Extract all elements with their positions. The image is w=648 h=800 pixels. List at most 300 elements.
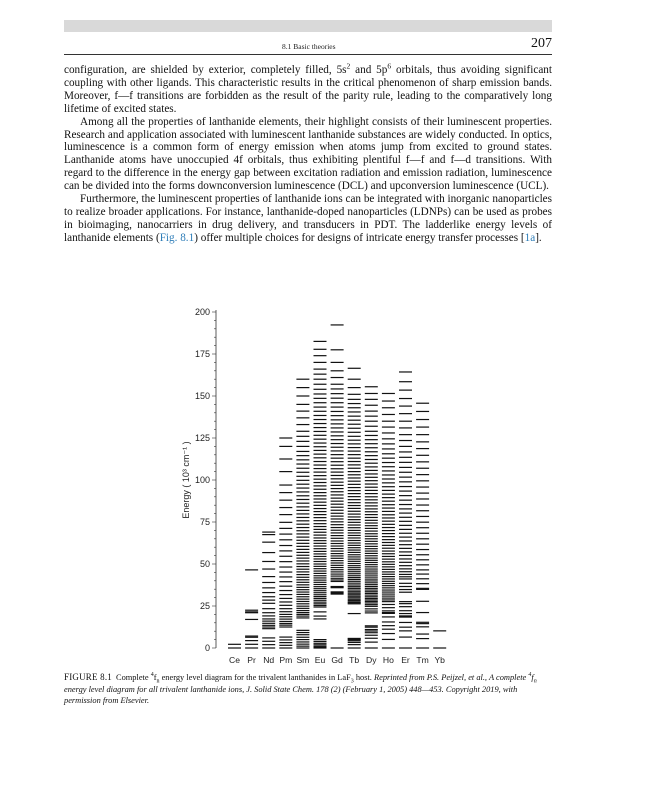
energy-level-eu — [314, 643, 327, 644]
energy-level-pm — [279, 598, 292, 599]
energy-level-ho — [382, 625, 395, 626]
energy-level-eu — [314, 526, 327, 527]
energy-level-sm — [296, 487, 309, 488]
energy-level-eu — [314, 457, 327, 458]
energy-level-sm — [296, 632, 309, 633]
energy-level-er — [399, 486, 412, 487]
energy-level-gd — [331, 454, 344, 455]
energy-level-eu — [314, 415, 327, 416]
energy-level-ho — [382, 559, 395, 560]
x-category-label: Ho — [382, 655, 394, 665]
paragraph-2: Among all the properties of lanthanide elements, their highlight consists of their luminescent properties. Research and application associated with luminescent lanthanide substances are widely conducted. In optics, luminescence is a common form of energy emission when atoms jump from excited to ground states. Lanthanide atoms have unoccupied 4f orbitals, thus exhibiting plentiful f—f and f—d transitions. With regard to the difference in the energy gap between excitation radiation and emission radiation, luminescence can be divided into the forms downconversion luminescence (DCL) and upconversion luminescence (UCL). — [64, 115, 552, 193]
energy-level-nd — [262, 592, 275, 593]
energy-level-tb — [348, 542, 361, 543]
energy-level-tm — [416, 612, 429, 613]
energy-level-eu — [314, 398, 327, 399]
energy-level-ho — [382, 553, 395, 554]
energy-level-dy — [365, 642, 378, 643]
energy-level-pr — [245, 644, 258, 645]
energy-level-tb — [348, 586, 361, 587]
energy-level-ho — [382, 548, 395, 549]
energy-level-pm — [279, 608, 292, 609]
energy-level-gd — [331, 647, 344, 648]
energy-level-er — [399, 533, 412, 534]
energy-level-ce — [228, 647, 241, 648]
energy-level-gd — [331, 468, 344, 469]
energy-level-sm — [296, 552, 309, 553]
energy-level-gd — [331, 415, 344, 416]
energy-level-pm — [279, 621, 292, 622]
energy-level-gd — [331, 548, 344, 549]
energy-level-tm — [416, 622, 429, 623]
energy-level-ho — [382, 474, 395, 475]
energy-level-eu — [314, 611, 327, 612]
energy-level-sm — [296, 446, 309, 447]
energy-level-sm — [296, 579, 309, 580]
energy-level-tb — [348, 499, 361, 500]
energy-level-eu — [314, 454, 327, 455]
energy-level-ho — [382, 556, 395, 557]
energy-level-tb — [348, 594, 361, 595]
energy-level-gd — [331, 540, 344, 541]
energy-level-pr — [245, 569, 258, 570]
energy-level-tb — [348, 577, 361, 578]
energy-level-eu — [314, 349, 327, 350]
energy-level-gd — [331, 586, 344, 587]
y-tick-label: 25 — [199, 601, 210, 611]
energy-level-pm — [279, 586, 292, 587]
energy-level-dy — [365, 574, 378, 575]
energy-level-gd — [331, 573, 344, 574]
energy-level-sm — [296, 637, 309, 638]
energy-level-sm — [296, 634, 309, 635]
energy-level-dy — [365, 627, 378, 628]
energy-level-gd — [331, 447, 344, 448]
x-category-label: Pr — [247, 655, 256, 665]
energy-level-er — [399, 583, 412, 584]
energy-level-er — [399, 490, 412, 491]
energy-level-tb — [348, 591, 361, 592]
energy-level-er — [399, 481, 412, 482]
energy-level-dy — [365, 550, 378, 551]
energy-level-eu — [314, 495, 327, 496]
energy-level-er — [399, 390, 412, 391]
energy-level-sm — [296, 555, 309, 556]
energy-level-er — [399, 540, 412, 541]
energy-level-eu — [314, 419, 327, 420]
energy-level-ho — [382, 462, 395, 463]
energy-level-eu — [314, 570, 327, 571]
energy-level-nd — [262, 576, 275, 577]
energy-level-tb — [348, 474, 361, 475]
energy-level-ho — [382, 621, 395, 622]
energy-level-ho — [382, 587, 395, 588]
energy-level-sm — [296, 379, 309, 380]
energy-level-gd — [331, 377, 344, 378]
energy-level-dy — [365, 431, 378, 432]
energy-level-dy — [365, 570, 378, 571]
energy-level-ho — [382, 453, 395, 454]
energy-level-sm — [296, 537, 309, 538]
energy-level-sm — [296, 517, 309, 518]
energy-level-er — [399, 627, 412, 628]
energy-level-pm — [279, 645, 292, 646]
energy-level-dy — [365, 608, 378, 609]
energy-level-eu — [314, 393, 327, 394]
energy-level-eu — [314, 598, 327, 599]
energy-level-sm — [296, 596, 309, 597]
energy-level-gd — [331, 450, 344, 451]
energy-level-gd — [331, 384, 344, 385]
energy-level-sm — [296, 647, 309, 648]
y-tick-label: 150 — [194, 391, 210, 401]
energy-level-ho — [382, 511, 395, 512]
energy-level-tb — [348, 424, 361, 425]
energy-level-er — [399, 508, 412, 509]
energy-level-pm — [279, 576, 292, 577]
y-tick-label: 100 — [194, 475, 210, 485]
energy-level-ho — [382, 414, 395, 415]
energy-level-gd — [331, 362, 344, 363]
energy-level-dy — [365, 536, 378, 537]
energy-level-er — [399, 574, 412, 575]
energy-level-eu — [314, 580, 327, 581]
x-category-label: Sm — [296, 655, 310, 665]
energy-level-ho — [382, 501, 395, 502]
energy-level-er — [399, 616, 412, 617]
energy-level-gd — [331, 513, 344, 514]
energy-level-ho — [382, 550, 395, 551]
energy-level-tb — [348, 471, 361, 472]
energy-level-tb — [348, 556, 361, 557]
energy-level-dy — [365, 598, 378, 599]
energy-level-gd — [331, 543, 344, 544]
energy-level-gd — [331, 555, 344, 556]
energy-level-sm — [296, 395, 309, 396]
energy-level-tb — [348, 516, 361, 517]
energy-level-dy — [365, 502, 378, 503]
energy-level-ho — [382, 599, 395, 600]
energy-level-gd — [331, 419, 344, 420]
energy-level-er — [399, 537, 412, 538]
energy-level-er — [399, 472, 412, 473]
energy-level-gd — [331, 485, 344, 486]
energy-level-er — [399, 427, 412, 428]
energy-level-er — [399, 440, 412, 441]
energy-level-sm — [296, 603, 309, 604]
energy-level-tm — [416, 461, 429, 462]
energy-level-dy — [365, 480, 378, 481]
energy-level-er — [399, 434, 412, 435]
energy-level-gd — [331, 550, 344, 551]
energy-level-ho — [382, 566, 395, 567]
energy-level-eu — [314, 548, 327, 549]
energy-level-eu — [314, 540, 327, 541]
energy-level-tb — [348, 545, 361, 546]
energy-level-tm — [416, 434, 429, 435]
energy-level-tb — [348, 647, 361, 648]
energy-level-er — [399, 462, 412, 463]
energy-level-gd — [331, 370, 344, 371]
energy-level-nd — [262, 596, 275, 597]
energy-level-pm — [279, 566, 292, 567]
energy-level-tb — [348, 487, 361, 488]
energy-level-gd — [331, 411, 344, 412]
energy-level-ho — [382, 533, 395, 534]
energy-level-tb — [348, 451, 361, 452]
energy-level-dy — [365, 416, 378, 417]
energy-level-sm — [296, 463, 309, 464]
energy-level-pm — [279, 571, 292, 572]
energy-level-eu — [314, 402, 327, 403]
energy-level-dy — [365, 451, 378, 452]
energy-level-tb — [348, 394, 361, 395]
energy-level-gd — [331, 558, 344, 559]
energy-level-ho — [382, 490, 395, 491]
body-text — [64, 61, 552, 245]
energy-level-dy — [365, 466, 378, 467]
energy-level-chart — [180, 302, 450, 670]
energy-level-dy — [365, 630, 378, 631]
energy-level-er — [399, 615, 412, 616]
energy-level-sm — [296, 615, 309, 616]
energy-level-nd — [262, 647, 275, 648]
energy-level-er — [399, 589, 412, 590]
energy-level-eu — [314, 603, 327, 604]
energy-level-gd — [331, 532, 344, 533]
energy-level-sm — [296, 510, 309, 511]
energy-level-dy — [365, 528, 378, 529]
energy-level-sm — [296, 577, 309, 578]
energy-level-dy — [365, 487, 378, 488]
energy-level-pm — [279, 581, 292, 582]
energy-level-er — [399, 504, 412, 505]
energy-level-ho — [382, 539, 395, 540]
energy-level-dy — [365, 517, 378, 518]
energy-level-nd — [262, 552, 275, 553]
energy-level-gd — [331, 498, 344, 499]
x-category-label: Er — [401, 655, 410, 665]
energy-level-sm — [296, 571, 309, 572]
energy-level-er — [399, 371, 412, 372]
energy-level-eu — [314, 561, 327, 562]
energy-level-tm — [416, 583, 429, 584]
energy-level-sm — [296, 404, 309, 405]
energy-level-tb — [348, 428, 361, 429]
energy-level-sm — [296, 587, 309, 588]
energy-level-er — [399, 381, 412, 382]
energy-level-tm — [416, 493, 429, 494]
energy-level-sm — [296, 530, 309, 531]
paragraph-3: Furthermore, the luminescent properties of lanthanide ions can be integrated with inorganic nanoparticles to realize broader applications. For instance, lanthanide-doped nanoparticles (LDNPs) can be used as probes in bioimaging, nanocarriers in drug delivery, and transducers in PDT. The ladderlike energy levels of lanthanide elements (Fig. 8.1) offer multiple choices for designs of intricate energy transfer processes [1a]. — [64, 193, 552, 244]
energy-level-tb — [348, 597, 361, 598]
energy-level-er — [399, 467, 412, 468]
energy-level-ho — [382, 571, 395, 572]
energy-level-tb — [348, 567, 361, 568]
energy-level-tb — [348, 561, 361, 562]
energy-level-tb — [348, 505, 361, 506]
energy-level-tb — [348, 596, 361, 597]
energy-level-sm — [296, 582, 309, 583]
energy-level-eu — [314, 592, 327, 593]
energy-level-dy — [365, 490, 378, 491]
energy-level-ho — [382, 585, 395, 586]
energy-level-tb — [348, 563, 361, 564]
energy-level-er — [399, 551, 412, 552]
energy-level-eu — [314, 575, 327, 576]
energy-level-pm — [279, 522, 292, 523]
energy-level-eu — [314, 529, 327, 530]
energy-level-eu — [314, 641, 327, 642]
energy-level-ho — [382, 426, 395, 427]
energy-level-nd — [262, 600, 275, 601]
figure-8-1-link[interactable]: Fig. 8.1 — [159, 231, 195, 244]
energy-level-gd — [331, 478, 344, 479]
energy-level-eu — [314, 535, 327, 536]
energy-level-sm — [296, 431, 309, 432]
energy-level-pm — [279, 492, 292, 493]
energy-level-sm — [296, 484, 309, 485]
energy-level-gd — [331, 488, 344, 489]
energy-level-sm — [296, 560, 309, 561]
energy-level-tb — [348, 601, 361, 602]
energy-level-ho — [382, 486, 395, 487]
energy-level-eu — [314, 553, 327, 554]
energy-level-gd — [331, 349, 344, 350]
energy-level-dy — [365, 584, 378, 585]
energy-level-gd — [331, 427, 344, 428]
energy-level-sm — [296, 387, 309, 388]
energy-level-dy — [365, 566, 378, 567]
energy-level-er — [399, 405, 412, 406]
y-tick-label: 0 — [204, 643, 210, 653]
energy-level-tm — [416, 498, 429, 499]
energy-level-sm — [296, 639, 309, 640]
energy-level-ho — [382, 610, 395, 611]
energy-level-er — [399, 565, 412, 566]
energy-level-eu — [314, 644, 327, 645]
energy-level-dy — [365, 588, 378, 589]
energy-level-sm — [296, 546, 309, 547]
energy-level-dy — [365, 522, 378, 523]
energy-level-dy — [365, 463, 378, 464]
energy-level-er — [399, 576, 412, 577]
energy-level-tb — [348, 540, 361, 541]
energy-level-pm — [279, 500, 292, 501]
energy-level-er — [399, 630, 412, 631]
energy-level-ho — [382, 574, 395, 575]
energy-level-pm — [279, 528, 292, 529]
energy-level-sm — [296, 614, 309, 615]
energy-level-yb — [433, 630, 446, 631]
energy-level-dy — [365, 586, 378, 587]
energy-level-tm — [416, 569, 429, 570]
energy-level-dy — [365, 530, 378, 531]
energy-level-tb — [348, 549, 361, 550]
energy-level-sm — [296, 644, 309, 645]
energy-level-eu — [314, 606, 327, 607]
energy-level-ho — [382, 542, 395, 543]
energy-level-sm — [296, 641, 309, 642]
energy-level-dy — [365, 426, 378, 427]
energy-level-ho — [382, 521, 395, 522]
energy-level-sm — [296, 599, 309, 600]
energy-level-eu — [314, 502, 327, 503]
energy-level-pm — [279, 594, 292, 595]
energy-level-tb — [348, 519, 361, 520]
energy-level-nd — [262, 641, 275, 642]
energy-level-er — [399, 512, 412, 513]
energy-level-eu — [314, 596, 327, 597]
energy-level-sm — [296, 495, 309, 496]
energy-level-ho — [382, 591, 395, 592]
energy-level-tm — [416, 549, 429, 550]
energy-level-sm — [296, 584, 309, 585]
energy-level-pm — [279, 458, 292, 459]
energy-level-dy — [365, 555, 378, 556]
energy-level-sm — [296, 591, 309, 592]
energy-level-dy — [365, 577, 378, 578]
energy-level-tb — [348, 443, 361, 444]
energy-level-tm — [416, 448, 429, 449]
energy-level-eu — [314, 639, 327, 640]
energy-level-dy — [365, 505, 378, 506]
header-rule — [64, 54, 552, 55]
energy-level-tb — [348, 535, 361, 536]
energy-level-gd — [331, 393, 344, 394]
energy-level-dy — [365, 568, 378, 569]
energy-level-eu — [314, 450, 327, 451]
energy-level-pr — [245, 611, 258, 612]
energy-level-eu — [314, 646, 327, 647]
energy-level-sm — [296, 506, 309, 507]
energy-level-tm — [416, 480, 429, 481]
energy-level-dy — [365, 572, 378, 573]
energy-level-tb — [348, 599, 361, 600]
energy-level-ho — [382, 589, 395, 590]
reference-1a-link[interactable]: 1a — [524, 231, 536, 244]
energy-level-ho — [382, 581, 395, 582]
energy-level-tb — [348, 642, 361, 643]
energy-level-tm — [416, 601, 429, 602]
energy-level-sm — [296, 594, 309, 595]
energy-level-yb — [433, 647, 446, 648]
energy-level-pm — [279, 590, 292, 591]
energy-level-sm — [296, 589, 309, 590]
x-category-label: Ce — [229, 655, 240, 665]
energy-level-eu — [314, 573, 327, 574]
energy-level-dy — [365, 579, 378, 580]
energy-level-dy — [365, 435, 378, 436]
energy-level-gd — [331, 504, 344, 505]
energy-level-ho — [382, 633, 395, 634]
energy-level-dy — [365, 548, 378, 549]
energy-level-eu — [314, 485, 327, 486]
energy-level-dy — [365, 447, 378, 448]
energy-level-eu — [314, 427, 327, 428]
energy-level-ho — [382, 536, 395, 537]
energy-level-ho — [382, 576, 395, 577]
energy-level-dy — [365, 602, 378, 603]
energy-level-dy — [365, 477, 378, 478]
energy-level-ho — [382, 517, 395, 518]
energy-level-tb — [348, 522, 361, 523]
energy-level-ho — [382, 561, 395, 562]
energy-level-pm — [279, 616, 292, 617]
energy-level-eu — [314, 489, 327, 490]
energy-level-eu — [314, 568, 327, 569]
energy-level-ho — [382, 604, 395, 605]
